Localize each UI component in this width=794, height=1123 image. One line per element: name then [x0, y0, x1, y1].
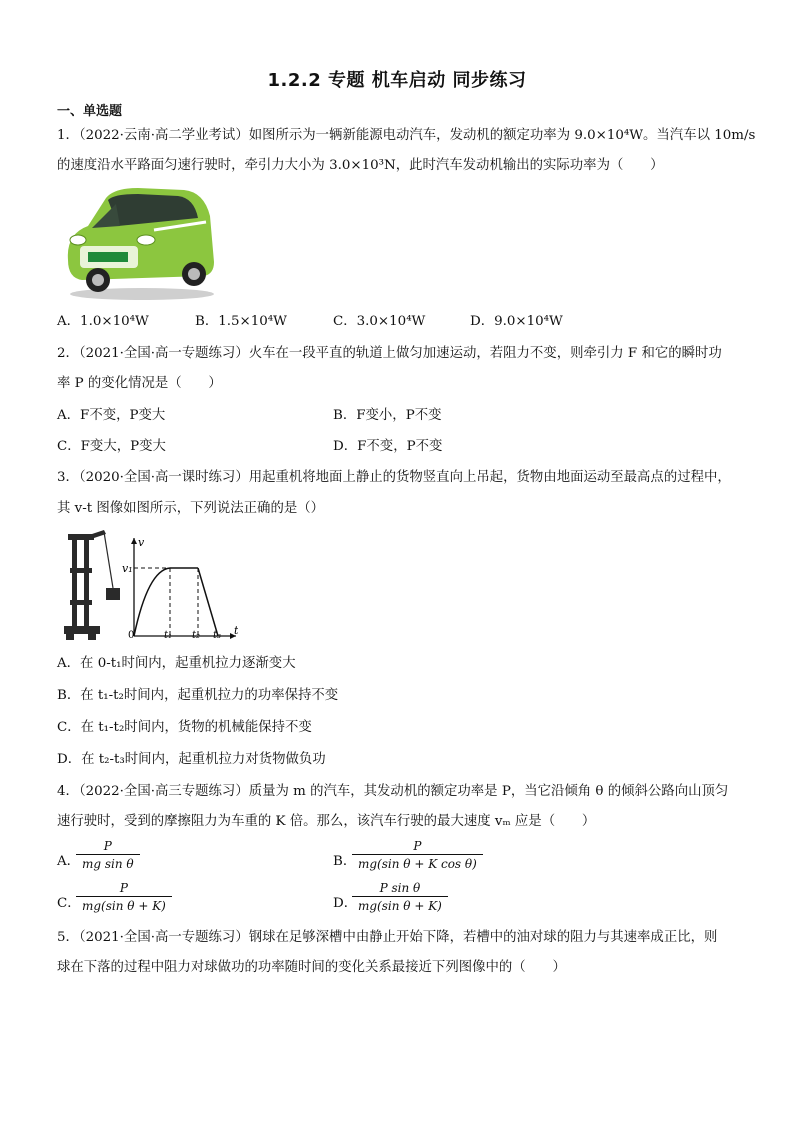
q3-option-d: D．在 t₂-t₃时间内，起重机拉力对货物做负功: [57, 752, 326, 767]
page-title: 1.2.2 专题 机车启动 同步练习: [267, 70, 527, 91]
crane-vt-figure: [58, 530, 238, 642]
q4-option-a-fraction: [76, 838, 140, 872]
origin-label: 0: [128, 630, 135, 641]
q4-option-b-fraction: [352, 838, 483, 872]
section-heading: 一、单选题: [57, 104, 123, 119]
q4-option-c-fraction: [76, 880, 172, 914]
q4-d-numerator: P sin θ: [379, 881, 421, 895]
v-axis-label: v: [138, 536, 145, 549]
q4-b-numerator: P: [413, 839, 422, 853]
q2-option-b: B．F变小，P不变: [333, 408, 442, 423]
t1-label: t₁: [164, 630, 173, 641]
q3-option-c: C．在 t₁-t₂时间内，货物的机械能保持不变: [57, 720, 312, 735]
t3-label: t₃: [213, 630, 222, 641]
q4-b-denominator: mg(sin θ + K cos θ): [352, 854, 483, 872]
q4-c-numerator: P: [119, 881, 128, 895]
t2-label: t₂: [192, 630, 201, 641]
q1-option-d: D．9.0×10⁴W: [470, 314, 563, 329]
q4-line1: 4．（2022·全国·高三专题练习）质量为 m 的汽车，其发动机的额定功率是 P，当它沿倾角 θ 的倾斜公路向山顶匀: [57, 784, 729, 799]
q2-option-c: C．F变大，P变大: [57, 439, 166, 454]
q4-label-c: C．: [57, 896, 81, 911]
q2-option-d: D．F不变，P不变: [333, 439, 443, 454]
q1-option-c: C．3.0×10⁴W: [333, 314, 426, 329]
q4-d-denominator: mg(sin θ + K): [352, 896, 448, 914]
q4-a-numerator: P: [103, 839, 112, 853]
q5-line2: 球在下落的过程中阻力对球做功的功率随时间的变化关系最接近下列图像中的（ ）: [57, 960, 566, 975]
q2-line2: 率 P 的变化情况是（ ）: [57, 376, 222, 391]
q4-c-denominator: mg(sin θ + K): [76, 896, 172, 914]
q1-line2: 的速度沿水平路面匀速行驶时，牵引力大小为 3.0×10³N，此时汽车发动机输出的实际功率为（ ）: [57, 158, 664, 173]
q1-option-a: A．1.0×10⁴W: [57, 314, 149, 329]
q5-line1: 5．（2021·全国·高一专题练习）钢球在足够深槽中由静止开始下降，若槽中的油对球的阻力与其速率成正比，则: [57, 930, 718, 945]
q4-label-d: D．: [333, 896, 358, 911]
q1-option-b: B．1.5×10⁴W: [195, 314, 287, 329]
accel-curve: [134, 568, 170, 636]
q4-label-a: A．: [57, 854, 81, 869]
q3-line2: 其 v-t 图像如图所示，下列说法正确的是（）: [57, 501, 325, 516]
t-axis-label: t: [234, 624, 238, 637]
v1-label: v₁: [122, 562, 133, 575]
q4-option-d-fraction: [352, 880, 448, 914]
q4-line2: 速行驶时，受到的摩擦阻力为车重的 K 倍。那么，该汽车行驶的最大速度 vₘ 应是（ ）: [57, 814, 596, 829]
crane-illustration: [64, 530, 120, 640]
decel-segment: [198, 568, 218, 636]
q4-a-denominator: mg sin θ: [76, 854, 140, 872]
q2-line1: 2．（2021·全国·高一专题练习）火车在一段平直的轨道上做匀加速运动，若阻力不变，则牵引力 F 和它的瞬时功: [57, 346, 722, 361]
q3-line1: 3．（2020·全国·高一课时练习）用起重机将地面上静止的货物竖直向上吊起，货物由地面运动至最高点的过程中，: [57, 470, 731, 485]
q2-option-a: A．F不变，P变大: [57, 408, 166, 423]
q1-line1: 1．（2022·云南·高二学业考试）如图所示为一辆新能源电动汽车，发动机的额定功率为 9.0×10⁴W。当汽车以 10m/s: [57, 128, 756, 143]
q3-option-a: A．在 0-t₁时间内，起重机拉力逐渐变大: [57, 656, 296, 671]
electric-car-image: [58, 182, 220, 302]
q4-label-b: B．: [333, 854, 357, 869]
q3-option-b: B．在 t₁-t₂时间内，起重机拉力的功率保持不变: [57, 688, 339, 703]
